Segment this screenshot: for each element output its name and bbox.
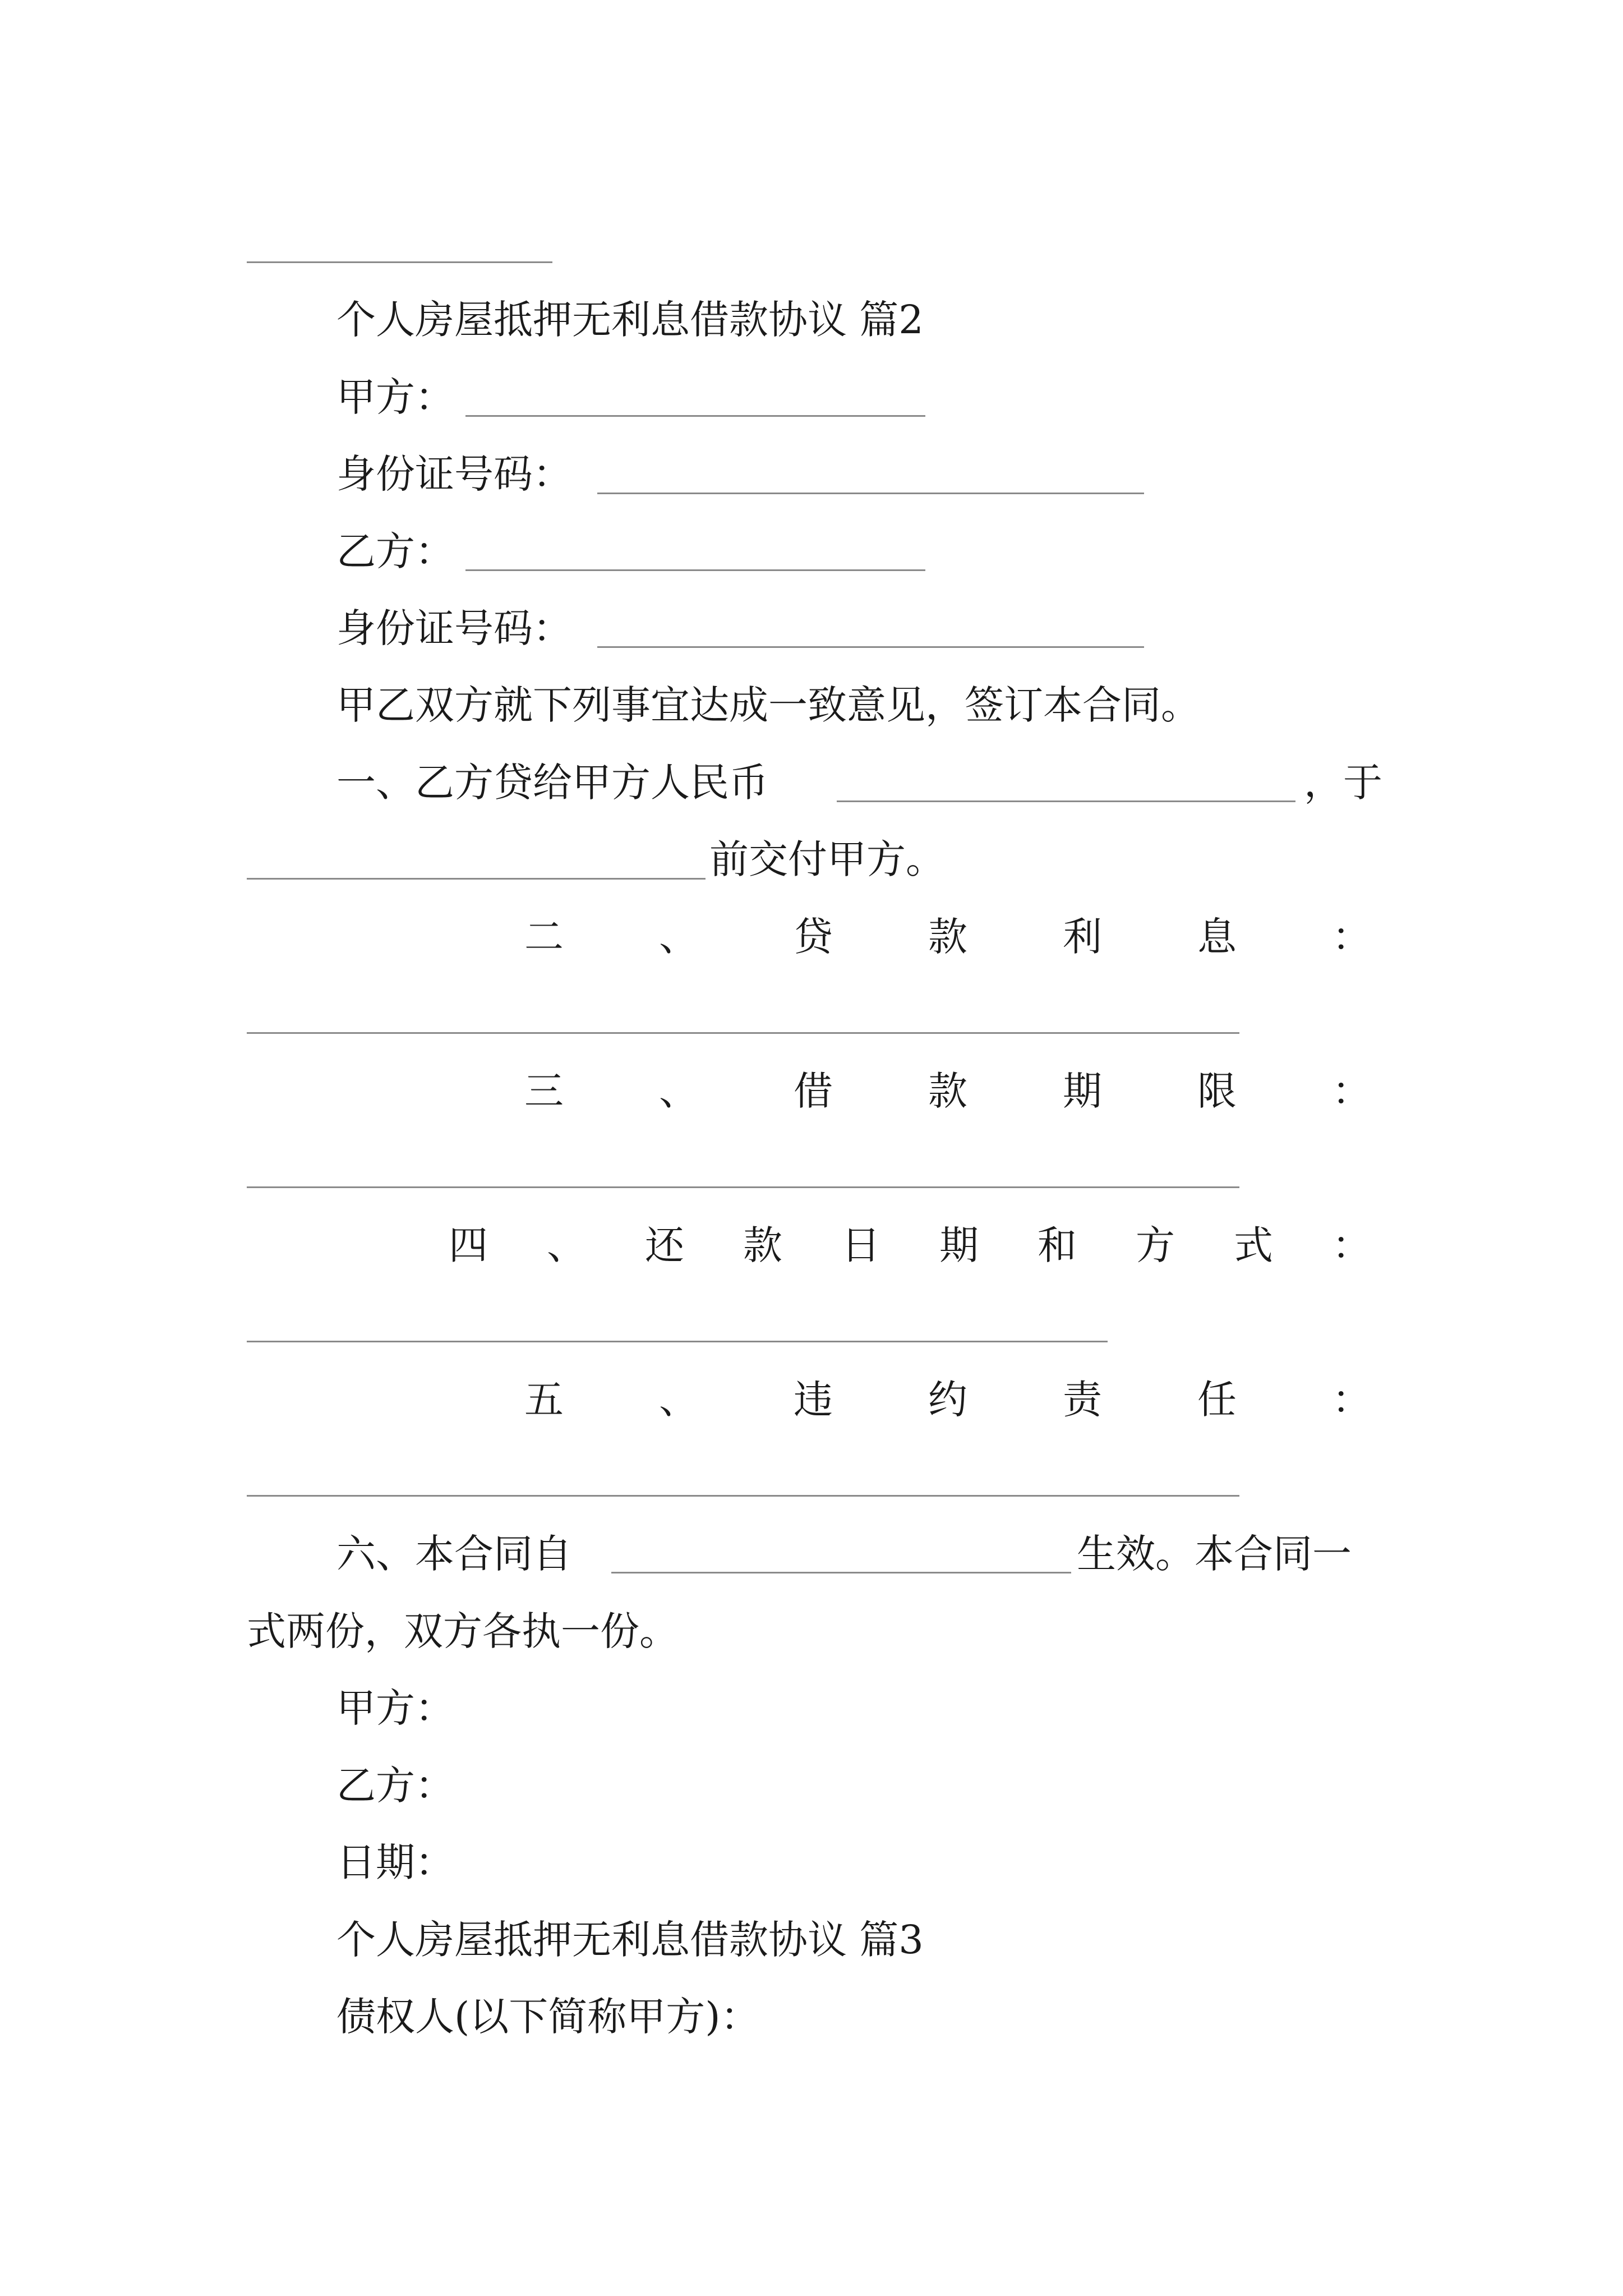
clause-3-char: 借 [794, 1068, 833, 1114]
loan-amount-blank [837, 800, 1295, 802]
clause-3-heading [524, 1068, 1371, 1114]
clause-4-char: 期 [939, 1222, 979, 1268]
signature-date: 日期： [336, 1839, 454, 1885]
clause-4-char: ： [1332, 1222, 1371, 1268]
clause-5-char: 五 [524, 1377, 564, 1423]
interest-blank [247, 1032, 1239, 1034]
clause-5-char: 违 [794, 1377, 833, 1423]
divider-rule [247, 261, 552, 263]
clause-2-heading [524, 914, 1371, 960]
repayment-blank [247, 1341, 1108, 1342]
party-a-blank [465, 415, 925, 417]
clause-4-char: 和 [1038, 1222, 1077, 1268]
delivery-date-blank [247, 878, 706, 880]
party-b-blank [465, 569, 925, 571]
clause-6-continuation: 式两份，双方各执一份。 [247, 1608, 679, 1654]
party-b-label: 乙方： [336, 528, 454, 574]
signature-party-b: 乙方： [336, 1763, 454, 1809]
clause-3-char: ： [1332, 1068, 1371, 1114]
clause-3-char: 期 [1063, 1068, 1102, 1114]
clause-4-char: 式 [1234, 1222, 1273, 1268]
party-b-id-label: 身份证号码： [336, 605, 572, 651]
clause-4-char: 日 [841, 1222, 880, 1268]
clause-2-char: 二 [524, 914, 564, 960]
clause-5-char: 约 [928, 1377, 967, 1423]
clause-4-char: 还 [645, 1222, 684, 1268]
clause-2-char: 利 [1063, 914, 1102, 960]
clause-2-char: 息 [1197, 914, 1237, 960]
clause-4-char: 方 [1136, 1222, 1175, 1268]
clause-2-char: 款 [928, 914, 967, 960]
clause-2-char: 、 [659, 914, 698, 960]
clause-5-char: ： [1332, 1377, 1371, 1423]
clause-3-char: 三 [524, 1068, 564, 1114]
clause-6-start: 六、本合同自 [336, 1531, 572, 1577]
clause-2-char: ： [1332, 914, 1371, 960]
clause-5-char: 任 [1197, 1377, 1237, 1423]
clause-3-char: 、 [659, 1068, 698, 1114]
clause-5-char: 、 [659, 1377, 698, 1423]
clause-4-heading [449, 1222, 1371, 1268]
clause-5-heading [524, 1377, 1371, 1423]
clause-4-char: 、 [547, 1222, 586, 1268]
section-title: 个人房屋抵押无利息借款协议 篇2 [336, 297, 924, 343]
party-a-id-blank [597, 493, 1144, 494]
signature-party-a: 甲方： [336, 1685, 454, 1731]
clause-1-start: 一、乙方贷给甲方人民币 [336, 760, 768, 806]
clause-6-end: 生效。本合同一 [1077, 1531, 1352, 1577]
effective-date-blank [611, 1572, 1071, 1573]
clause-1-mid: ，于 [1304, 760, 1382, 806]
term-blank [247, 1186, 1239, 1188]
party-b-id-blank [597, 646, 1144, 648]
clause-4-char: 四 [449, 1222, 488, 1268]
party-a-label: 甲方： [336, 374, 454, 420]
intro-paragraph: 甲乙双方就下列事宜达成一致意见，签订本合同。 [336, 682, 1200, 728]
clause-4-char: 款 [743, 1222, 782, 1268]
section-3-title: 个人房屋抵押无利息借款协议 篇3 [336, 1917, 924, 1963]
creditor-label: 债权人(以下简称甲方)： [336, 1994, 760, 2040]
party-a-id-label: 身份证号码： [336, 451, 572, 497]
clause-3-char: 款 [928, 1068, 967, 1114]
clause-1-end: 前交付甲方。 [709, 836, 945, 882]
clause-5-char: 责 [1063, 1377, 1102, 1423]
clause-3-char: 限 [1197, 1068, 1237, 1114]
liability-blank [247, 1495, 1239, 1497]
clause-2-char: 贷 [794, 914, 833, 960]
